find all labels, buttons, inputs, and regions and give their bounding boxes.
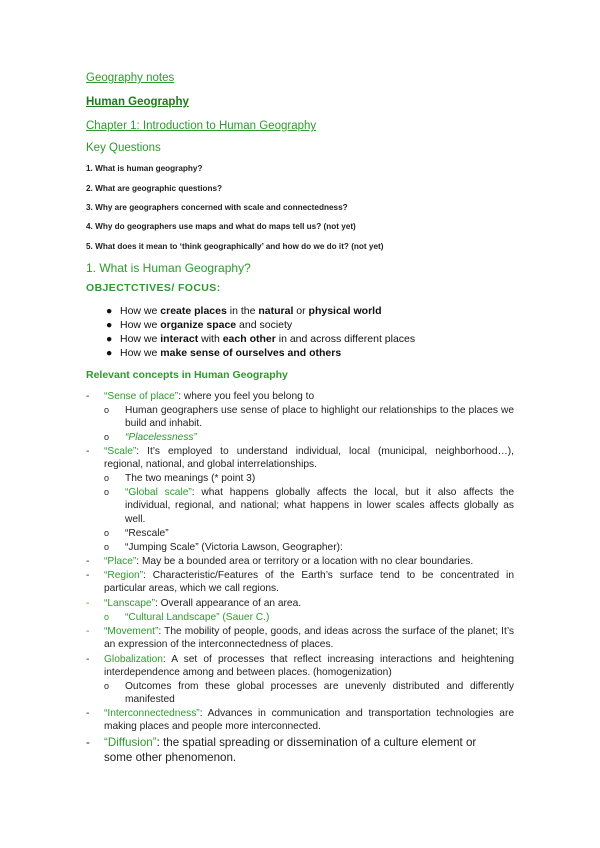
course-title: Human Geography [86,96,189,108]
key-question: 3. Why are geographers concerned with scale and connectedness? [86,203,348,212]
bullet-icon: ● [106,319,113,331]
objectives-heading: OBJECTCTIVES/ FOCUS: [86,282,221,294]
objective-item: ● How we organize space and society [106,319,293,331]
concept-sense-of-place: - “Sense of place”: where you feel you belong to [86,391,315,402]
concept-landscape: - “Lanscape”: Overall appearance of an area. [86,598,302,609]
bullet-icon: ● [106,333,113,345]
concept-movement: - “Movement”: The mobility of people, goods, and ideas across the surface of the planet; It’s an expression of the interconnectedness of places. [86,626,514,651]
concept-scale: - “Scale”: It’s employed to understand individual, local (municipal, neighborhood…), regional, national, and global interrelationships. [86,446,514,471]
key-question: 1. What is human geography? [86,164,203,173]
key-questions-heading: Key Questions [86,142,161,154]
chapter-title: Chapter 1: Introduction to Human Geography [86,120,317,132]
key-question: 5. What does it mean to ‘think geographically’ and how do we do it? (not yet) [86,242,384,251]
section-title: 1. What is Human Geography? [86,261,251,275]
concept-subitem: o “Placelessness” [104,432,197,443]
concept-subitem: o Outcomes from these global processes are unevenly distributed and differently manifested [104,681,514,706]
objective-item: ● How we create places in the natural or physical world [106,305,382,317]
concept-subitem: o “Rescale” [104,528,169,539]
concept-interconnectedness: - “Interconnectedness”: Advances in communication and transportation technologies are making places and people more interconnected. [86,708,514,733]
concept-globalization: - Globalization: A set of processes that reflect increasing interactions and heightening interdependence among and between places. (homogenization) [86,654,514,679]
concept-place: - “Place”: May be a bounded area or territory or a location with no clear boundaries. [86,556,474,567]
concepts-heading: Relevant concepts in Human Geography [86,369,288,381]
concept-subitem: o The two meanings (* point 3) [104,473,256,484]
concept-subitem: o Human geographers use sense of place to highlight our relationships to the places we build and inhabit. [104,405,514,430]
bullet-icon: ● [106,305,113,317]
objective-item: ● How we make sense of ourselves and others [106,347,342,359]
objective-item: ● How we interact with each other in and across different places [106,333,416,345]
concept-subitem: o “Cultural Landscape” (Sauer C.) [104,612,270,623]
concept-diffusion: - “Diffusion”: the spatial spreading or dissemination of a culture element or some other phenomenon. [86,736,477,764]
concept-subitem: o “Global scale”: what happens globally affects the local, but it also affects the individual, regional, and national; what happens in lower scales affects globally as well. [104,487,514,525]
bullet-icon: ● [106,347,113,359]
notes-title: Geography notes [86,72,175,84]
key-question: 4. Why do geographers use maps and what do maps tell us? (not yet) [86,222,356,231]
key-question: 2. What are geographic questions? [86,184,223,193]
concept-subitem: o “Jumping Scale” (Victoria Lawson, Geographer): [104,542,343,553]
concept-region: - “Region”: Characteristic/Features of the Earth’s surface tend to be concentrated in particular areas, which we call regions. [86,570,514,595]
